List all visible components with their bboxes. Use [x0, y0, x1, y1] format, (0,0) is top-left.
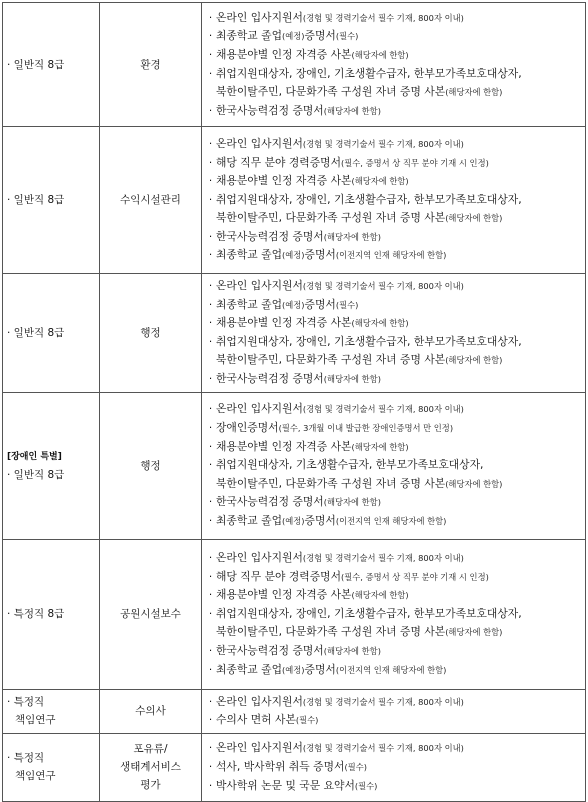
- document-text: [216, 46, 583, 65]
- document-note: (예정): [282, 664, 305, 675]
- document-text: [216, 568, 583, 587]
- document-item: [205, 512, 583, 531]
- document-text: [216, 277, 583, 296]
- field-cell: [100, 733, 202, 801]
- document-note: (해당자에 한함): [323, 105, 381, 116]
- document-name: 최종학교 졸업: [216, 514, 283, 528]
- document-note: (해당자에 한함): [351, 590, 409, 601]
- document-text: [216, 191, 583, 210]
- document-text: [216, 438, 583, 457]
- special-tag: [장애인 특별]: [7, 451, 62, 462]
- document-item: [205, 46, 583, 65]
- document-note: (필수, 증명서 상 직무 분야 기재 시 인정): [341, 571, 489, 582]
- document-text: [216, 512, 583, 531]
- document-item-continuation: [205, 351, 583, 370]
- field-line: 생태계서비스: [120, 761, 181, 774]
- document-item: [205, 777, 583, 796]
- field-line: 포유류/: [133, 743, 168, 756]
- document-text: [216, 102, 583, 121]
- document-item: [205, 246, 583, 265]
- document-name-cont: 북한이탈주민, 다문화가족 구성원 자녀 증명 사본: [216, 476, 446, 490]
- document-table: [2, 2, 586, 802]
- document-name: 취업지원대상자, 장애인, 기초생활수급자, 한부모가족보호대상자,: [216, 192, 522, 206]
- document-note: (경험 및 경력기술서 필수 기재, 800자 이내): [302, 404, 464, 415]
- bullet-icon: ·: [208, 760, 213, 773]
- documents-cell: [202, 733, 586, 801]
- document-note-2: (이전지역 인재 해당자에 한함): [335, 516, 447, 527]
- position-line: 책임연구: [15, 714, 56, 727]
- document-item: [205, 456, 583, 475]
- bullet-icon: ·: [208, 137, 213, 150]
- document-note: (경험 및 경력기술서 필수 기재, 800자 이내): [302, 281, 464, 291]
- document-note: (예정): [282, 250, 305, 261]
- bullet-icon: ·: [208, 11, 213, 24]
- bullet-icon: ·: [208, 372, 213, 385]
- field-cell: [100, 689, 202, 733]
- document-note: (필수): [295, 715, 319, 726]
- document-note: (해당자에 한함): [445, 627, 503, 638]
- document-name: 최종학교 졸업: [216, 662, 283, 676]
- document-item: [205, 314, 583, 333]
- document-item: [205, 370, 583, 389]
- document-name: 장애인증명서: [216, 421, 279, 435]
- position-line: · 일반직 8급: [7, 194, 65, 206]
- document-item: [205, 438, 583, 457]
- position-line: · 일반직 8급: [7, 326, 65, 339]
- table-row: [3, 733, 586, 801]
- bullet-icon: ·: [208, 607, 213, 620]
- table-row: [3, 689, 586, 733]
- field-cell: [100, 392, 202, 539]
- document-text: [216, 711, 583, 730]
- document-item: [205, 739, 583, 758]
- document-item: [205, 400, 583, 419]
- document-name: 석사, 박사학위 취득 증명서: [216, 759, 345, 773]
- document-name: 한국사능력검정 증명서: [216, 103, 324, 117]
- bullet-icon: ·: [208, 570, 213, 583]
- documents-cell: [202, 127, 586, 274]
- document-name: 취업지원대상자, 장애인, 기초생활수급자, 한부모가족보호대상자,: [216, 66, 522, 80]
- document-item: [205, 9, 583, 28]
- document-item-continuation: [205, 209, 583, 228]
- document-note: (경험 및 경력기술서 필수 기재, 800자 이내): [302, 743, 464, 754]
- document-name: 수의사 면허 사본: [216, 713, 296, 727]
- document-note: (해당자에 한함): [445, 213, 503, 224]
- document-item: [205, 102, 583, 121]
- document-name: 한국사능력검정 증명서: [216, 495, 324, 509]
- document-item: [205, 711, 583, 730]
- document-item: [205, 296, 583, 315]
- table-row: [3, 127, 586, 274]
- field-line: 환경: [140, 58, 161, 71]
- document-name: 채용분야별 인정 자격증 사본: [216, 47, 352, 61]
- document-text: [216, 777, 583, 796]
- document-name-cont: 증명서: [304, 297, 336, 311]
- document-name: 박사학위 논문 및 국문 요약서: [216, 778, 355, 792]
- position-line: 책임연구: [15, 770, 56, 783]
- document-name: 한국사능력검정 증명서: [216, 371, 324, 385]
- document-item: [205, 661, 583, 680]
- field-line: 평가: [140, 779, 161, 792]
- bullet-icon: ·: [208, 249, 213, 262]
- document-note-2: (필수): [335, 299, 359, 310]
- document-text: [216, 228, 583, 247]
- document-name: 채용분야별 인정 자격증 사본: [216, 174, 352, 188]
- document-text: [216, 605, 583, 624]
- document-note: (해당자에 한함): [445, 478, 503, 489]
- document-text: [216, 400, 583, 419]
- field-line: 행정: [140, 326, 161, 339]
- document-name: 온라인 입사지원서: [216, 741, 303, 755]
- document-item: [205, 758, 583, 777]
- document-item: [205, 172, 583, 191]
- bullet-icon: ·: [208, 515, 213, 528]
- document-note: (경험 및 경력기술서 필수 기재, 800자 이내): [302, 12, 464, 23]
- table-row: [3, 539, 586, 689]
- bullet-icon: ·: [208, 695, 213, 708]
- bullet-icon: ·: [208, 230, 213, 243]
- field-cell: [100, 274, 202, 393]
- document-item: [205, 693, 583, 712]
- document-item: [205, 65, 583, 84]
- document-item: [205, 27, 583, 46]
- documents-cell: [202, 3, 586, 127]
- bullet-icon: ·: [208, 644, 213, 657]
- field-line: 수익시설관리: [120, 194, 181, 206]
- bullet-icon: ·: [208, 742, 213, 755]
- position-line: · 특정직: [7, 696, 45, 709]
- document-name-cont: 증명서: [304, 662, 336, 676]
- document-name: 온라인 입사지원서: [216, 279, 303, 292]
- document-note: (해당자에 한함): [445, 87, 503, 98]
- field-line: 수의사: [135, 705, 166, 718]
- document-name: 해당 직무 분야 경력증명서: [216, 155, 342, 169]
- document-note-2: (필수): [335, 31, 359, 42]
- document-text: [216, 586, 583, 605]
- document-text: [216, 493, 583, 512]
- field-cell: [100, 127, 202, 274]
- bullet-icon: ·: [208, 175, 213, 188]
- position-cell: [3, 127, 100, 274]
- document-name: 최종학교 졸업: [216, 297, 283, 311]
- document-item: [205, 642, 583, 661]
- document-text: [216, 135, 583, 154]
- position-cell: [3, 539, 100, 689]
- document-text: [216, 154, 583, 173]
- document-name-cont: 북한이탈주민, 다문화가족 구성원 자녀 증명 사본: [216, 211, 446, 225]
- document-name: 온라인 입사지원서: [216, 402, 303, 416]
- document-note: (필수): [354, 780, 378, 791]
- document-note: (경험 및 경력기술서 필수 기재, 800자 이내): [302, 552, 464, 563]
- document-name: 취업지원대상자, 기초생활수급자, 한부모가족보호대상자,: [216, 458, 484, 472]
- bullet-icon: ·: [208, 317, 213, 330]
- document-note: (해당자에 한함): [323, 645, 381, 656]
- bullet-icon: ·: [208, 496, 213, 509]
- document-item: [205, 493, 583, 512]
- documents-cell: [202, 392, 586, 539]
- document-name: 취업지원대상자, 장애인, 기초생활수급자, 한부모가족보호대상자,: [216, 334, 522, 348]
- document-item: [205, 228, 583, 247]
- document-text: [216, 333, 583, 352]
- documents-cell: [202, 689, 586, 733]
- document-item: [205, 419, 583, 438]
- document-name-cont: 증명서: [304, 248, 336, 262]
- document-name: 채용분야별 인정 자격증 사본: [216, 316, 352, 330]
- document-note: (경험 및 경력기술서 필수 기재, 800자 이내): [302, 696, 464, 707]
- bullet-icon: ·: [208, 335, 213, 348]
- document-note: (해당자에 한함): [351, 49, 409, 60]
- bullet-icon: ·: [208, 589, 213, 602]
- document-name: 최종학교 졸업: [216, 248, 283, 262]
- document-note-2: (이전지역 인재 해당자에 한함): [335, 664, 447, 675]
- document-text: [216, 456, 583, 475]
- position-cell: [3, 733, 100, 801]
- document-text: [216, 693, 583, 712]
- position-cell: [3, 392, 100, 539]
- document-note: (해당자에 한함): [351, 441, 409, 452]
- document-text: [216, 642, 583, 661]
- document-item: [205, 549, 583, 568]
- document-text: [216, 27, 583, 46]
- bullet-icon: ·: [208, 193, 213, 206]
- document-name-cont: 증명서: [304, 29, 336, 43]
- document-text: [216, 758, 583, 777]
- bullet-icon: ·: [208, 459, 213, 472]
- document-note: (필수, 3개월 이내 발급한 장애인증명서 만 인정): [278, 423, 454, 434]
- document-item: [205, 333, 583, 352]
- document-note-2: (이전지역 인재 해당자에 한함): [335, 250, 447, 261]
- document-name-cont: 증명서: [304, 514, 336, 528]
- document-text: [216, 246, 583, 265]
- document-note: (해당자에 한함): [323, 231, 381, 242]
- document-item: [205, 568, 583, 587]
- document-name: 온라인 입사지원서: [216, 694, 303, 708]
- document-text: [216, 661, 583, 680]
- document-item: [205, 605, 583, 624]
- bullet-icon: ·: [208, 298, 213, 311]
- field-cell: [100, 539, 202, 689]
- document-item: [205, 191, 583, 210]
- bullet-icon: ·: [208, 403, 213, 416]
- bullet-icon: ·: [208, 48, 213, 61]
- table-row: [3, 3, 586, 127]
- document-note: (해당자에 한함): [445, 355, 503, 366]
- document-name: 한국사능력검정 증명서: [216, 229, 324, 243]
- documents-cell: [202, 274, 586, 393]
- table-row: [3, 274, 586, 393]
- document-note: (해당자에 한함): [351, 318, 409, 329]
- bullet-icon: ·: [208, 422, 213, 435]
- document-text: [216, 172, 583, 191]
- bullet-icon: ·: [208, 30, 213, 43]
- bullet-icon: ·: [208, 551, 213, 564]
- document-name: 온라인 입사지원서: [216, 10, 303, 24]
- bullet-icon: ·: [208, 280, 213, 292]
- document-text: [216, 314, 583, 333]
- bullet-icon: ·: [208, 663, 213, 676]
- position-cell: [3, 3, 100, 127]
- document-text: [216, 370, 583, 389]
- document-text: [216, 419, 583, 438]
- document-name: 온라인 입사지원서: [216, 136, 303, 150]
- position-line: · 일반직 8급: [7, 58, 65, 71]
- document-note: (해당자에 한함): [351, 176, 409, 187]
- document-text: [216, 9, 583, 28]
- document-item: [205, 277, 583, 296]
- bullet-icon: ·: [208, 440, 213, 453]
- document-name-cont: 북한이탈주민, 다문화가족 구성원 자녀 증명 사본: [216, 353, 446, 367]
- table-row: [3, 392, 586, 539]
- document-name: 최종학교 졸업: [216, 29, 283, 43]
- field-line: 공원시설보수: [120, 608, 181, 621]
- documents-cell: [202, 539, 586, 689]
- document-item-continuation: [205, 475, 583, 494]
- document-name-cont: 북한이탈주민, 다문화가족 구성원 자녀 증명 사본: [216, 85, 446, 99]
- document-note: (경험 및 경력기술서 필수 기재, 800자 이내): [302, 138, 464, 149]
- document-note: (해당자에 한함): [323, 373, 381, 384]
- bullet-icon: ·: [208, 156, 213, 169]
- position-line: · 일반직 8급: [7, 468, 65, 481]
- document-name-cont: 북한이탈주민, 다문화가족 구성원 자녀 증명 사본: [216, 625, 446, 639]
- document-name: 해당 직무 분야 경력증명서: [216, 569, 342, 583]
- bullet-icon: ·: [208, 104, 213, 117]
- bullet-icon: ·: [208, 714, 213, 727]
- position-line: · 특정직 8급: [7, 608, 65, 621]
- document-name: 채용분야별 인정 자격증 사본: [216, 439, 352, 453]
- position-cell: [3, 689, 100, 733]
- document-note: (예정): [282, 299, 305, 310]
- document-name: 채용분야별 인정 자격증 사본: [216, 588, 352, 602]
- document-item: [205, 586, 583, 605]
- document-item-continuation: [205, 623, 583, 642]
- document-item: [205, 154, 583, 173]
- document-text: [216, 549, 583, 568]
- document-name: 한국사능력검정 증명서: [216, 643, 324, 657]
- document-note: (필수): [344, 761, 367, 772]
- bullet-icon: ·: [208, 779, 213, 792]
- field-line: 행정: [140, 459, 161, 472]
- document-note: (필수, 증명서 상 직무 분야 기재 시 인정): [341, 157, 489, 168]
- document-note: (예정): [282, 516, 305, 527]
- document-item-continuation: [205, 83, 583, 102]
- document-text: [216, 739, 583, 758]
- document-name: 온라인 입사지원서: [216, 550, 303, 564]
- position-line: · 특정직: [7, 752, 45, 765]
- document-name: 취업지원대상자, 장애인, 기초생활수급자, 한부모가족보호대상자,: [216, 606, 522, 620]
- document-text: [216, 65, 583, 84]
- document-text: [216, 296, 583, 315]
- bullet-icon: ·: [208, 67, 213, 80]
- document-note: (해당자에 한함): [323, 497, 381, 508]
- field-cell: [100, 3, 202, 127]
- document-item: [205, 135, 583, 154]
- position-cell: [3, 274, 100, 393]
- document-note: (예정): [282, 31, 305, 42]
